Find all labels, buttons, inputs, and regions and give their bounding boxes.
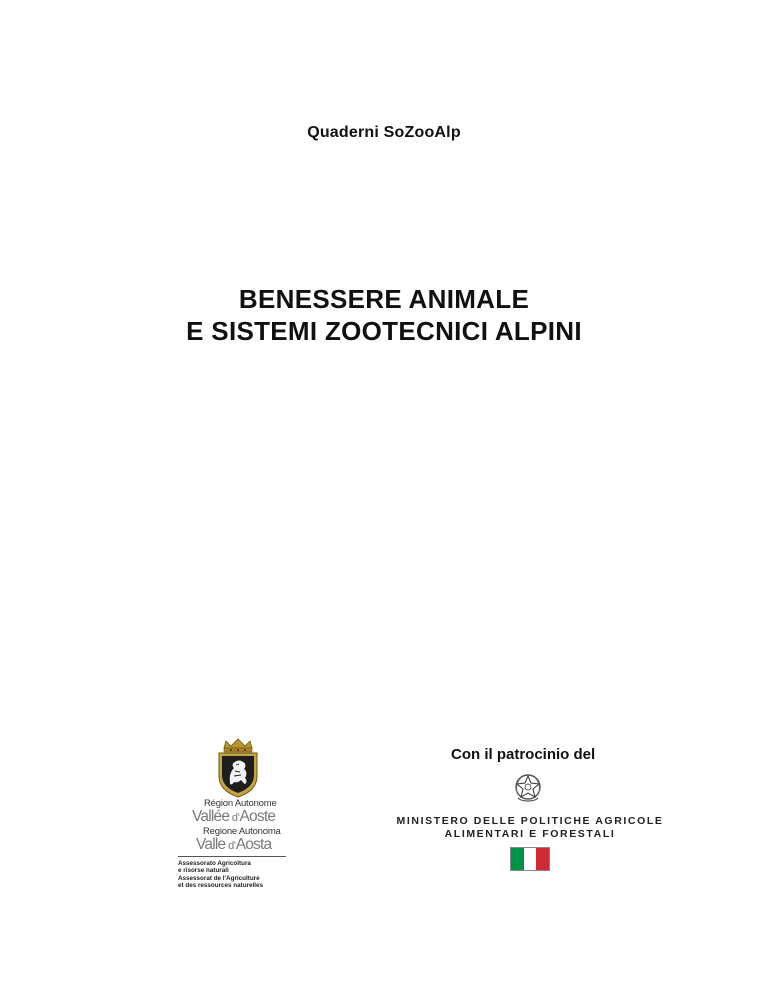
title-line-2: E SISTEMI ZOOTECNICI ALPINI [186,316,582,346]
patronage-label: Con il patrocinio del [451,746,596,763]
series-title: Quaderni SoZooAlp [307,124,461,141]
ministry-line-2: ALIMENTARI E FORESTALI [444,828,616,840]
dept-line-1: Assessorato Agricoltura [178,860,251,867]
flag-stripe-white [524,848,537,870]
ministry-line-1: MINISTERO DELLE POLITICHE AGRICOLE [396,815,664,827]
italian-republic-emblem-icon [513,772,543,804]
fr-region-label: Région Autonome [204,798,277,809]
document-title [0,283,768,347]
dept-line-4: et des ressources naturelles [178,881,264,889]
regional-crest-icon [216,738,260,798]
it-region-label: Regione Autonoma [203,826,281,837]
title-line-1: BENESSERE ANIMALE [238,284,530,314]
it-region-name: Valle d'Aosta [196,836,272,853]
fr-region-name: Vallée d'Aoste [192,808,276,825]
dept-line-3: Assessorat de l'Agriculture [178,874,260,882]
ministry-name [380,815,680,841]
logo-divider [178,856,286,857]
flag-stripe-red [536,848,549,870]
flag-stripe-green [511,848,524,870]
department-name [178,860,263,889]
italian-flag-icon [510,847,550,871]
dept-line-2: e risorse naturali [178,867,229,875]
